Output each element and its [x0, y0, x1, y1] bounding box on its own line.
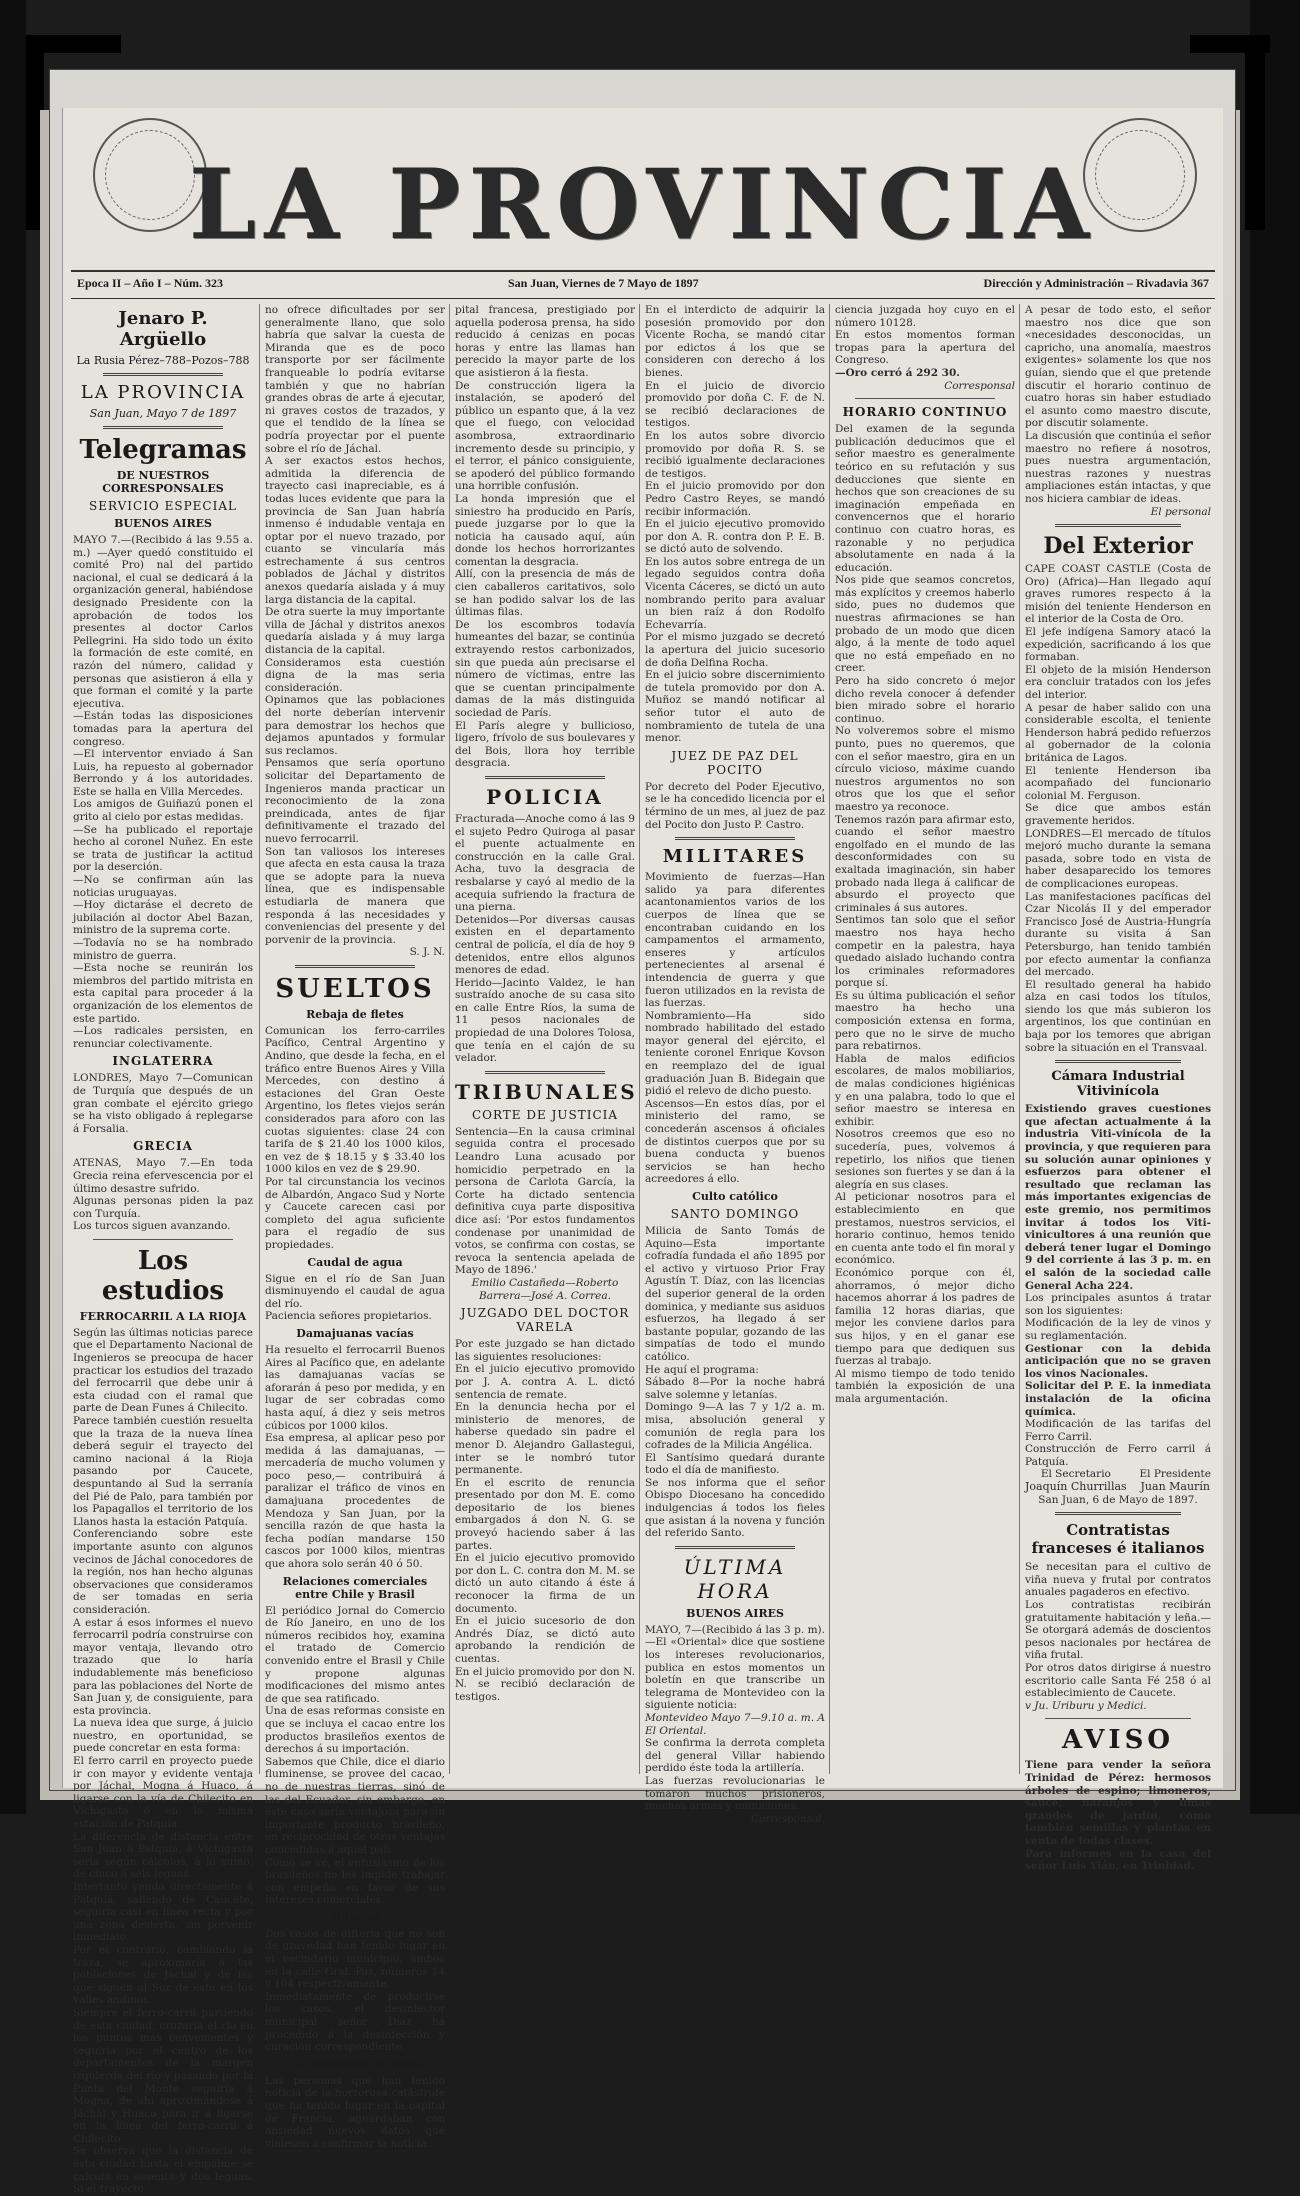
heading-los-estudios: Los estudios — [101, 1245, 225, 1306]
heading-del-exterior: Del Exterior — [1043, 533, 1193, 560]
article-text: Algunas personas piden la paz con Turquía. — [73, 1195, 253, 1220]
article-text: Las fuerzas revolucionarias le tomaron muchos prisioneros, muchas armas y municiones. — [645, 1774, 825, 1813]
article-text: En el juicio ejecutivo promovido por J. A. contra A. L. dictó sentencia de remate. — [455, 1363, 635, 1401]
article-text: Por el contrario, cambiando la traza, se aproximaría á las poblaciones de Jáchal y de las que siguen al Sur de este en los valles andinos. — [73, 1943, 253, 2007]
article-text: A pesar de haber salido con una considerable escolta, el teniente Henderson habrá pedido refuerzos al gobernador de la colonia británica de Lagos. — [1025, 701, 1212, 764]
article-text: Por tal circunstancia los vecinos de Albardón, Angaco Sud y Norte y Caucete carecen casi por completo del agua suficiente para el regadío de sus propiedades. — [265, 1176, 445, 1251]
article-text: Se dice que ambos están gravemente heridos. — [1025, 802, 1211, 827]
article-text: —Oro cerró á 292 30. — [835, 366, 960, 379]
article-text: CAPE COAST CASTLE (Costa de Oro) (Africa)—Han llegado aquí graves rumores respecto á la misión del teniente Henderson en el interior de la Costa de Oro. — [1025, 563, 1211, 626]
article-text: Para informes en la casa del señor Luis Yián, en Trinidad. — [1025, 1847, 1211, 1873]
heading-camara: Cámara Industrial Vitivinícola — [1051, 1069, 1185, 1100]
article-text: El ferro carril en proyecto puede ir con mayor y evidente ventaja por Jáchal, Mogna á Huaco, á ligarse con la vía de Chilecito en Vichigasta ó en la misma estación de Patquía. — [73, 1755, 253, 1831]
article-text: Paciencia señores propietarios. — [265, 1310, 432, 1323]
article-text: Tenemos razón para afirmar esto, cuando el señor maestro engolfado en el mundo de las desconformidades con su exaltada imaginación, sin haber probado nada llega á calificar de absurdo el proyecto que criminales á sus autores. — [835, 813, 1015, 914]
article-text: —Están todas las disposiciones tomadas para la apertura del congreso. — [73, 710, 253, 748]
ad-name: Jenaro P. Argüello — [118, 308, 208, 350]
article-text: En el escrito de renuncia presentado por don M. E. como depositario de los bienes embargados á don N. G. se proveyó haciendo saber á las partes. — [455, 1476, 635, 1552]
signature: v Ju. Uriburu y Medici. — [1025, 1699, 1147, 1712]
article-text: Milicia de Santo Tomás de Aquino—Esta importante cofradía fundada el año 1895 por el activo y virtuoso Prior Fray Agustín T. Díaz, con las licencias del superior general de la orden dominica, y mediante sus asiduos esfuerzos, ha llegado á ser bastante popular, gozando de las simpatías de todo el mundo católico. — [645, 1225, 825, 1363]
heading-corresponsales: DE NUESTROS CORRESPONSALES — [102, 469, 224, 495]
article-text: Se observa que la distancia de esta ciudad hasta el empalme se calcula en sesenta y dos leguas. Si el trayecto — [73, 2145, 253, 2196]
article-text: La diferencia de distancia entre San Juan á Patquía, á Vichigasta sería según cálculos, á lo sumo, de cinco á seis leguas. — [73, 1830, 253, 1881]
signature-date: San Juan, 6 de Mayo de 1897. — [1038, 1493, 1198, 1506]
heading-militares: MILITARES — [662, 846, 808, 868]
signature: Emilio Castañeda—Roberto Barrera—José A. Correa. — [471, 1276, 619, 1302]
article-text: Modificación de las tarifas del Ferro Carril. — [1025, 1418, 1211, 1443]
article-text: ATENAS, Mayo 7.—En toda Grecia reina efervescencia por el último desastre sufrido. — [73, 1157, 253, 1195]
article-text: Nos pide que seamos concretos, más explícitos y creemos haberlo sido, pues no dudemos que nuestras afirmaciones se han probado de un modo que dicen algo, á la mente de todo aquel que no está empeñado en no creer. — [835, 574, 1015, 675]
article-text: Ascensos—En estos días, por el ministerio del ramo, se concederán ascensos á oficiales de distintos cuerpos que por su buena conducta y buenos servicios se han hecho acreedores á ello. — [645, 1097, 825, 1186]
heading-relaciones: Relaciones comerciales entre Chile y Brasil — [282, 1574, 428, 1601]
heading-horario: HORARIO CONTINUO — [842, 405, 1008, 420]
heading-policia: POLICIA — [486, 784, 604, 809]
article-text: He aquí el programa: — [645, 1363, 759, 1376]
article-text: En el juicio de divorcio promovido por doña C. F. de N. se recibió declaraciones de testigos. — [645, 379, 825, 430]
article-text: Sentencia—En la causa criminal seguida contra el procesado Leandro Luna acusado por homicidio perpetrado en la persona de Carlota García, la Corte ha dictado sentencia definitiva cuya parte dispositiva dice así: 'Por estos fundamentos condenase por unanimidad de votos, se confirma con costas, se revoca la sentencia apelada de Mayo de 1896.' — [455, 1125, 635, 1277]
article-text: El teniente Henderson iba acompañado del funcionario colonial M. Ferguson. — [1025, 764, 1211, 802]
heading-santo-domingo: SANTO DOMINGO — [670, 1207, 800, 1221]
article-text: Los principales asuntos á tratar son los siguientes: — [1025, 1292, 1211, 1317]
article-text: En los autos sobre divorcio promovido por doña R. S. se recibió igualmente declaraciones de testigos. — [645, 429, 825, 480]
signature-block — [1025, 1468, 1211, 1493]
article-text: Conferenciando sobre este importante asunto con algunos vecinos de Jáchal conocedores de la región, nos han hecho algunas observaciones que consideramos de ser tomadas en seria consideración. — [73, 1528, 253, 1616]
signature: El personal — [1150, 505, 1211, 518]
paper-date: San Juan, Mayo 7 de 1897 — [89, 407, 237, 420]
signature: S. J. N. — [409, 946, 445, 959]
heading-servicio: SERVICIO ESPECIAL — [89, 499, 237, 513]
article-text: Opinamos que las poblaciones del norte deberían intervenir para demostrar los hechos que dejamos apuntados y formular sus reclamos. — [265, 694, 445, 757]
article-text: Sigue en el río de San Juan disminuyendo el caudal de agua del río. — [265, 1272, 445, 1310]
paper-name: LA PROVINCIA — [80, 382, 246, 403]
article-text: La honda impresión que el siniestro ha producido en París, puede juzgarse por lo que la noticia ha causado aquí, aún donde los hechos horrorizantes comentan la desgracia. — [455, 492, 635, 568]
film-border-left — [0, 0, 26, 1814]
column-rule — [259, 304, 260, 1774]
article-text: Es su última publicación el señor maestro ha hecho una composición extensa en forma, pero que no le sirve de mucho para rebatirnos. — [835, 989, 1015, 1053]
heading-grecia: GRECIA — [133, 1139, 193, 1154]
article-text: El periódico Jornal do Comercio de Río Janeiro, en uno de los números recibidos hoy, examina el tratado de Comercio convenido entre el Brasil y Chile y propone algunas modificaciones del mismo antes de que sea ratificado. — [265, 1604, 445, 1705]
article-text: Por otros datos dirigirse á nuestro escritorio calle Santa Fé 258 ó al establecimiento de Caucete. — [1025, 1662, 1211, 1700]
article-text: —Todavía no se ha nombrado ministro de guerra. — [73, 937, 253, 962]
article-text: Fracturada—Anoche como á las 9 el sujeto Pedro Quiroga al pasar el puente actualmente en construcción en la calle Gral. Acha, tuvo la desgracia de resbalarse y cayó al medio de la acequia sufriendo la fractura de una pierna. — [455, 812, 635, 914]
article-text: El París alegre y bullicioso, ligero, frívolo de sus boulevares y del Bois, llora hoy terrible desgracia. — [455, 719, 635, 770]
heading-buenos-aires-2: BUENOS AIRES — [686, 1606, 784, 1620]
article-text: Solicitar del P. E. la inmediata instalación de la oficina química. — [1025, 1380, 1211, 1418]
article-text: A pesar de todo esto, el señor maestro nos dice que son «necesidades desconocidas, un capricho, una anomalía, maestros exigentes» solamente los que nos guían, siendo que el que pretende discutir el horario continuo de cuatro horas sin haber estudiado el asunto como maestro discute, por discutir solamente. — [1025, 304, 1211, 430]
article-text: Modificación de la ley de vinos y su reglamentación. — [1025, 1317, 1211, 1342]
article-text: En estos momentos forman tropas para la apertura del Congreso. — [835, 329, 1015, 367]
heading-buenos-aires: BUENOS AIRES — [114, 517, 212, 530]
article-text: Nosotros creemos que eso no sucedería, pues, volvemos á repetirlo, los niños que tienen sesiones son fuertes y se dan á la alegría en sus clases. — [835, 1128, 1015, 1191]
article-text: El objeto de la misión Henderson era concluir tratados con los jefes del interior. — [1025, 663, 1211, 702]
article-text: A ser exactos estos hechos, admitida la diferencia de trayecto casi inapreciable, es á todas luces evidente que para la provincia de San Juan habría inmenso é indudable ventaja en optar por el nuevo trazado, por cuanto se vincularía más estrechamente á sus centros poblados de Jáchal y distritos anexos quedaría aislada y á muy larga distancia de la capital. — [265, 455, 445, 606]
article-text: Sentimos tan solo que el señor maestro nos haya hecho competir en la palestra, haya quedado aislado luchando contra los criminales reformadores porque sí. — [835, 914, 1015, 990]
article-text: —El interventor enviado á San Luis, ha repuesto al gobernador Berrondo y á los autoridades. Este se halla en Villa Mercedes. — [73, 748, 253, 798]
signature: Corresponsal. — [750, 1812, 825, 1825]
article-text: Por el mismo juzgado se decretó la apertura del juicio sucesorio de doña Delfina Rocha. — [645, 631, 825, 669]
article-text: De los escombros todavía humeantes del bazar, se continúa extrayendo restos carbonizados, sin que pueda aún precisarse el número de víctimas, entre las que se cuentan principalmente damas de la más distinguida sociedad de París. — [455, 618, 635, 719]
article-text: No volveremos sobre el mismo punto, pues no queremos, que con el señor maestro, gira en un círculo vicioso, máxime cuando nuestros argumentos no son otros que los que el señor maestro ya reconoce. — [835, 725, 1015, 813]
column-3 — [455, 304, 638, 1774]
article-text: —Se ha publicado el reportaje hecho al coronel Nuñez. En este se trata de justificar la actitud por la deserción. — [73, 823, 253, 874]
film-edge-mark — [1245, 35, 1265, 230]
article-text: En el juicio sucesorio de don Andrés Díaz, se dictó auto aprobando la rendición de cuentas. — [455, 1615, 635, 1665]
heading-corte: CORTE DE JUSTICIA — [471, 1107, 619, 1122]
article-text: Intertanto yendo directamente á Patquía, saliendo de Caucete, seguiría casi en línea recta y por una zona desierta, sin porvenir inmediato. — [73, 1881, 253, 1944]
article-text: Detenidos—Por diversas causas existen en el departamento central de policía, el día de hoy 9 detenidos, entre ellos algunos menores de edad. — [455, 913, 635, 977]
article-text: En el interdicto de adquirir la posesión promovido por don Vicente Rocha, se mandó citar por edictos á los que se consideren con derecho á los bienes. — [645, 304, 825, 379]
article-text: En el juicio ejecutivo promovido por don A. R. contra don P. E. B. se dictó auto de solvendo. — [645, 518, 825, 556]
article-text: Montevideo Mayo 7—9.10 a. m. A El Oriental. — [645, 1712, 825, 1737]
article-text: Las manifestaciones pacíficas del Czar Nicolás II y del emperador Francisco José de Austria-Hungría durante su visita á San Petersburgo, han tenido también por efecto aumentar la confianza del mercado. — [1025, 890, 1211, 979]
heading-aviso: AVISO — [1061, 1725, 1175, 1756]
article-text: —No se confirman aún las noticias uruguayas. — [73, 874, 253, 899]
column-2 — [265, 304, 445, 2150]
article-text: Consideramos esta cuestión digna de la mas seria consideración. — [265, 656, 445, 694]
article-text: En el juicio sobre discernimiento de tutela promovido por don A. Muñoz se mandó notificar al señor tutor el auto de nombramiento de tutela de una menor. — [645, 669, 825, 745]
article-text: El resultado general ha habido alza en casi todos los títulos, siendo los que más subieron los argentinos, los que continúan en baja por los temores que abrigan sobre la situación en el Transvaal. — [1025, 978, 1211, 1054]
article-text: Movimiento de fuerzas—Han salido ya para diferentes acantonamientos varios de los cuerpos de línea que se encontraban cuidando en los campamentos el armamento, enseres y artículos pertenecientes al arsenal é intendencia de guerra y que fueron utilizados en la revista de las fuerzas. — [645, 871, 825, 1010]
article-text: Comunican los ferro-carriles Pacífico, Central Argentino y Andino, que desde la fecha, en el tráfico entre Buenos Aires y Villa Mercedes, con destino á estaciones del Gran Oeste Argentino, los fletes viejos serán considerados para aforo con las cuotas siguientes: clase 24 con tarifa de $ 21.40 los 1000 kilos, en vez de $ 18.15 y $ 33.40 los 1000 kilos en vez de $ 29.90. — [265, 1024, 445, 1176]
heading-difteria: Difteria — [331, 1910, 379, 1924]
article-text: Siempre el ferro-carril partiendo de esta ciudad, cruzaría el río en los puntos mas convenientes y seguiría por el centro de los departamentos de la margen izquierda del río y pasando por la Punta del Monte seguiría á Mogna, de ahí aproximándose á Jáchal y Huaco para ir á ligarse en la línea del ferro-carril á Chilecito. — [73, 2006, 253, 2145]
newspaper-page — [62, 108, 1223, 2196]
heading-juez-paz: JUEZ DE PAZ DEL POCITO — [671, 748, 799, 777]
article-text: De construcción ligera la instalación, se apoderó del público un espanto que, á la vez que el fuego, con velocidad asombrosa, extraordinario incremento desde su principio, y el terror, el pánico consiguiente, se apoderó del público formando una horrible confusión. — [455, 379, 635, 493]
article-text: De otra suerte la muy importante villa de Jáchal y distritos anexos quedaría aislada y á muy larga distancia de la capital. — [265, 606, 445, 657]
issue-date: San Juan, Viernes de 7 Mayo de 1897 — [507, 276, 699, 290]
heading-catastrofe: La catástrofe de Paris — [287, 2057, 423, 2071]
column-1 — [73, 304, 253, 2196]
address: Dirección y Administración – Rivadavia 367 — [983, 276, 1209, 290]
heading-ferrocarril: FERROCARRIL A LA RIOJA — [79, 1309, 247, 1323]
article-text: no ofrece dificultades por ser generalmente llano, que solo habría que salvar la cuesta de Miranda que es de poco transporte por ser fácilmente franqueable lo podría evitarse también y que no habrían grandes obras de arte á ejecutar, ni graves costos de trazados, y que el tendido de la línea se podría proyectar por el puente sobre el río de Jáchal. — [265, 304, 445, 455]
masthead-rule — [71, 270, 1215, 272]
column-6 — [1025, 304, 1212, 1873]
article-text: Se nos informa que el señor Obispo Diocesano ha concedido indulgencias á todos los fieles que asistan á la novena y función del referido Santo. — [645, 1476, 825, 1540]
article-text: Como se vé, el entusiasmo de los brasileños no les impide trabajar con empeño en favor de sus intereses comerciales. — [265, 1856, 445, 1907]
article-text: —Hoy dictaráse el decreto de jubilación al doctor Abel Bazan, ministro de la suprema corte. — [73, 899, 253, 937]
article-text: Económico porque con él, ahorramos, ó mejor dicho hacemos ahorrar á los padres de familia 12 horas diarias, que mejor les conviene darlos para sus hijos, y en el ganar ese tiempo para que dediquen sus fuerzas al trabajo. — [835, 1266, 1015, 1368]
heading-culto: Culto católico — [692, 1190, 778, 1203]
article-text: Del examen de la segunda publicación deducimos que el señor maestro es generalmente teórico en su refutación y sus deducciones que siente en hechos que son creaciones de su imaginación empeñada en convencernos que el horario continuo con cuatro horas, es razonable y no perjudica absolutamente en nada á la educación. — [835, 423, 1015, 574]
article-text: Allí, con la presencia de más de cien caballeros caritativos, solo se han podido salvar los de las últimas filas. — [455, 568, 635, 619]
article-text: MAYO 7.—(Recibido á las 9.55 a. m.) —Ayer quedó constituido el comité Pro) nal del partido nacional, el cual se dedicará á la organización general, habiéndose designado Presidente con la aprobación de todos los presentes al doctor Carlos Pellegrini. Ha sido todo un éxito la formación de este comité, en razón del número, calidad y personas que asistieron á ella y que forman el comité y la parte ejecutiva. — [73, 534, 253, 710]
article-text: LONDRES—El mercado de títulos mejoró mucho durante la semana pasada, sobre todo en vista de haber desaparecido los temores de complicaciones europeas. — [1025, 827, 1211, 890]
article-text: —Los radicales persisten, en renunciar colectivamente. — [73, 1025, 253, 1050]
article-text: —Esta noche se reunirán los miembros del partido mitrista en esta capital para proceder á la organización de los elementos de este partido. — [73, 962, 253, 1025]
heading-tribunales: TRIBUNALES — [455, 1079, 638, 1104]
article-text: LONDRES, Mayo 7—Comunican de Turquía que después de un gran combate el ejército griego se ha visto obligado á replegarse á Forsalia. — [73, 1072, 253, 1135]
article-text: Pero ha sido concreto ó mejor dicho revela conocer á defender bien mirado sobre el horario continuo. — [835, 675, 1015, 725]
article-text: Pensamos que sería oportuno solicitar del Departamento de Ingenieros manda practicar un reconocimiento de la zona preindicada, antes de fijar definitivamente el trazado del nuevo ferrocarril. — [265, 757, 445, 845]
article-text: Los amigos de Guiñazú ponen el grito al cielo por estas medidas. — [73, 798, 253, 824]
article-text: Las personas que han tenido noticia de la horrorosa catástrofe que ha tenido lugar en la capital de Francia, aguardaban con ansiedad nuevos datos que viniesen á confirmar la noticia. — [265, 2074, 445, 2150]
article-text: En el juicio promovido por don Pedro Castro Reyes, se mandó recibir información. — [645, 480, 825, 518]
article-text: En la denuncia hecha por el ministerio de menores, de haberse quedado sin padre el menor D. Alejandro Gallastegui, inter se le nombró tutor permanente. — [455, 1401, 635, 1477]
column-5 — [835, 304, 1015, 1774]
article-text: En el juicio ejecutivo promovido por don L. C. contra don M. M. se dictó un auto citando á éste á reconocer la firma de un documento. — [455, 1552, 635, 1615]
article-text: Una de esas reformas consiste en que se incluya el cacao entre los productos brasileños exentos de derechos á su importación. — [265, 1705, 445, 1756]
article-text: El Santísimo quedará durante todo el día de manifiesto. — [645, 1451, 825, 1477]
article-text: Sabemos que Chile, dice el diario fluminense, se provee del cacao, no de nuestras tierras, sinó de las del Ecuador, sin embargo, en este caso sería ventajosa para un importante producto brasileño, en reciprocidad de otras ventajas concedidas á aquel país. — [265, 1755, 445, 1856]
heading-rebaja: Rebaja de fletes — [306, 1007, 404, 1021]
article-text: Ha resuelto el ferrocarril Buenos Aires al Pacífico que, en adelante las damajuanas vacías se aforarán á peso por medida, y en lugar de ser cobradas como hasta aquí, á diez y seis metros cúbicos por 1000 kilos. — [265, 1343, 445, 1432]
signature-secretary: El Secretario Joaquín Churrillas — [1025, 1468, 1127, 1494]
article-text: Se confirma la derrota completa del general Villar habiendo perdido éste toda la artillería. — [645, 1737, 825, 1775]
article-text: Sábado 8—Por la noche habrá salve solemne y letanías. — [645, 1376, 825, 1401]
article-text: Al mismo tiempo de todo tenido también la exposición de una mala argumentación. — [835, 1367, 1015, 1405]
article-text: Tiene para vender la señora Trinidad de Pérez: hermosos árboles de espino; limoneros, sauce, naranjos y limas grandes de jardín, como también semillas y plantas en venta de todas clases. — [1025, 1759, 1211, 1847]
heading-juzgado: JUZGADO DEL DOCTOR VARELA — [460, 1306, 630, 1335]
article-text: Según las últimas noticias parece que el Departamento Nacional de Ingenieros se preocupa de hacer practicar los estudios del trazado del ferrocarril que debe unir á esta ciudad con el ramal que parte de Dean Funes á Chilecito. — [73, 1326, 253, 1415]
article-text: Habla de malos edificios escolares, de malos mobiliarios, de malas condiciones higiénicas y en una palabra, todo lo que el señor maestro se interesa en exhibir. — [835, 1052, 1015, 1128]
column-rule — [1019, 304, 1020, 1774]
column-rule — [449, 304, 450, 1774]
article-text: Por este juzgado se han dictado las siguientes resoluciones: — [455, 1338, 635, 1363]
article-text: Existiendo graves cuestiones que afectan actualmente á la industria Viti-vinícola de la provincia, y que requieren para su solución aunar opiniones y esfuerzos para obtener el resultado que reclaman las más importantes exigencias de este gremio, nos permitimos invitar á todos los Viti-vinicultores á una reunión que deberá tener lugar el Domingo 9 del corriente á las 3 p. m. en el salón de la sociedad calle General Acha 224. — [1025, 1103, 1211, 1292]
article-text: MAYO, 7—(Recibido á las 3 p. m).—El «Oriental» dice que sostiene los intereses revolucionarios, publica en estos momentos un boletín en que transcribe un telegrama de Montevideo con la siguiente noticia: — [645, 1623, 825, 1712]
ad-sub: La Rusia Pérez–788–Pozos–788 — [76, 354, 250, 367]
article-text: Herido—Jacinto Valdez, le han sustraído anoche de su casa sito en calle Entre Ríos, la suma de 11 pesos nacionales de propiedad de una Dolores Tolosa, que tenía en el cajón de su velador. — [455, 976, 635, 1065]
article-text: Los turcos siguen avanzando. — [73, 1220, 231, 1233]
heading-inglaterra: INGLATERRA — [112, 1054, 214, 1069]
article-text: ciencia juzgada hoy cuyo en el número 10128. — [835, 304, 1015, 329]
column-4 — [645, 304, 825, 1825]
masthead-title: LA PROVINCIA — [188, 148, 1098, 261]
article-text: A estar á esos informes el nuevo ferrocarril podría construirse con mayor ventaja, llevando otro trazado que lo haría indudablemente más beneficioso para las poblaciones del Norte de San Juan y, de consiguiente, para esta provincia. — [73, 1616, 253, 1717]
dateline-rule — [71, 298, 1215, 299]
article-text: Parece también cuestión resuelta que la traza de la nueva línea deberá seguir el trayecto del camino nacional á la Rioja pasando por Caucete, despuntando al Sud la serranía del Pié de Palo, para también por los Papagallos el territorio de los Llanos hasta la estación Patquía. — [73, 1415, 253, 1528]
columns — [73, 304, 1213, 2196]
article-text: Se necesitan para el cultivo de viña nueva y frutal por contratos anuales pagaderos en efectivo. — [1025, 1561, 1211, 1599]
heading-contratistas: Contratistas franceses é italianos — [1031, 1521, 1205, 1558]
article-text: Dos casos de difteria que no son de gravedad han tenido lugar en el vecindario municipio, ambos en la calle Gral. Paz, números 14 y 104 respectivamente. — [265, 1927, 445, 1991]
article-text: La discusión que continúa el señor maestro no refiere á nosotros, pues nuestra argumentación, nuestras razones y nuestras ampliaciones están intactas, y que nos hiciera cambiar de ideas. — [1025, 429, 1211, 505]
article-text: Domingo 9—A las 7 y 1/2 a. m. misa, absolución general y comunión de regla para los cofrades de la Milicia Angélica. — [645, 1401, 825, 1452]
signature-president: El Presidente Juan Maurín — [1139, 1468, 1211, 1494]
heading-caudal: Caudal de agua — [307, 1255, 403, 1269]
article-text: La nueva idea que surge, á juicio nuestro, en oportunidad, se puede concretar en esta forma: — [73, 1717, 253, 1755]
article-text: En los autos sobre entrega de un legado seguidos contra doña Vicenta Cáceres, se dictó un auto nombrando perito para avaluar un bien raíz á don Rodolfo Echevarría. — [645, 555, 825, 631]
article-text: Gestionar con la debida anticipación que no se graven los vinos Nacionales. — [1025, 1342, 1211, 1380]
heading-damajuanas: Damajuanas vacías — [296, 1326, 414, 1340]
article-text: Los contratistas recibirán gratuitamente habitación y leña.—Se otorgará además de doscientos pesos nacionales por hectárea de viña frutal. — [1025, 1599, 1211, 1662]
issue-number: Epoca II – Año I – Núm. 323 — [77, 276, 224, 290]
heading-telegramas: Telegramas — [79, 435, 247, 465]
heading-ultima-hora: ÚLTIMA HORA — [683, 1554, 787, 1603]
article-text: En el juicio promovido por don N. N. se recibió declaración de testigos. — [455, 1665, 635, 1703]
article-text: Son tan valiosos los intereses que afecta en esta causa la traza que se adopte para la nueva línea, que es indispensable estudiarla de manera que responda á las necesidades y conveniencias del presente y del porvenir de la provincia. — [265, 845, 445, 946]
article-text: Nombramiento—Ha sido nombrado habilitado del estado mayor general del ejército, el teniente coronel Enrique Kovson en reemplazo del de igual graduación Juan B. Bidegain que pidió el relevo de dicho puesto. — [645, 1009, 825, 1098]
article-text: El jefe indígena Samory atacó la expedición, sacrificando á los que formaban. — [1025, 626, 1211, 664]
dateline — [77, 276, 1209, 296]
article-text: pital francesa, prestigiado por aquella poderosa prensa, ha sido reducido á cenizas en pocas horas y entre las llamas han perecido la mayor parte de los que asistieron á la fiesta. — [455, 304, 635, 379]
column-rule — [639, 304, 640, 1774]
article-text: Construcción de Ferro carril á Patquía. — [1025, 1443, 1211, 1468]
article-text: Por decreto del Poder Ejecutivo, se le ha concedido licencia por el término de un mes, al juez de paz del Pocito don Justo P. Castro. — [645, 780, 825, 831]
article-text: Esa empresa, al aplicar peso por medida á las damajuanas, —mercadería de mucho volumen y poco peso,— contribuirá á paralizar el tráfico de vinos en damajuana procedentes de Mendoza y San Juan, por la sencilla razón de que hasta la fecha podían mandarse 150 cascos por 1000 kilos, mientras que ahora solo serán 40 ó 50. — [265, 1432, 445, 1571]
article-text: Al peticionar nosotros para el establecimiento en que prestamos, nuestros servicios, el horario continuo, hemos tenido en cuenta ante todo el fin moral y económico. — [835, 1191, 1015, 1267]
column-rule — [829, 304, 830, 1774]
signature: Corresponsal — [944, 379, 1015, 392]
heading-sueltos: SUELTOS — [275, 973, 435, 1004]
film-border-right — [1250, 0, 1300, 1814]
article-text: Inmediatamente de producirse los casos, el desinfector municipal señor Díaz ha procedido á la desinfección y curación correspondiente. — [265, 1990, 445, 2054]
